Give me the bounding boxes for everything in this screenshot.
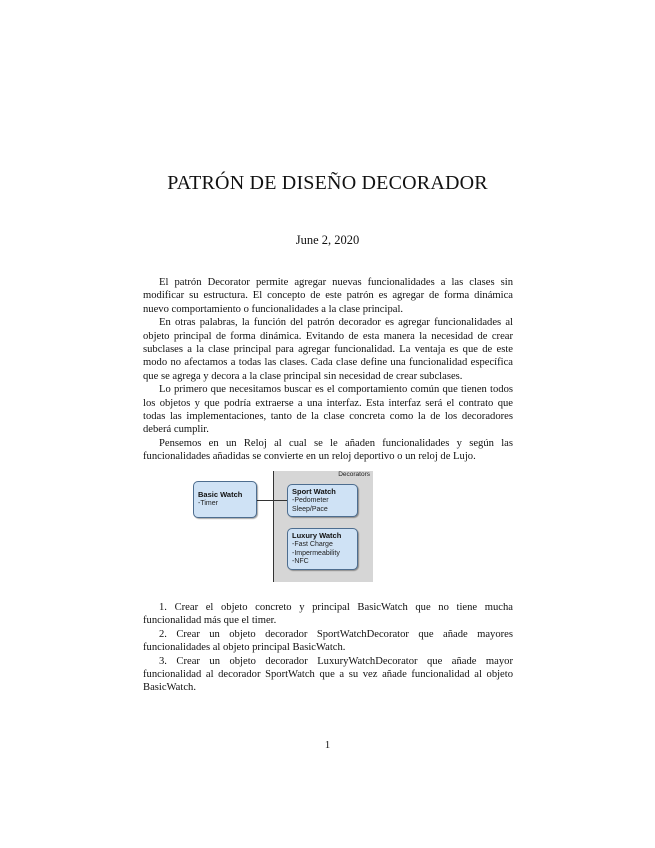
basic-watch-item: -Timer	[198, 500, 218, 507]
sport-watch-title: Sport Watch	[292, 487, 336, 496]
document-title: PATRÓN DE DISEÑO DECORADOR	[167, 172, 488, 194]
luxury-watch-item: -Fast Charge	[292, 541, 333, 548]
sport-watch-item: -Pedometer	[292, 497, 329, 504]
basic-watch-title: Basic Watch	[198, 490, 243, 499]
decorators-label: Decorators	[338, 471, 370, 478]
intro-section	[143, 276, 513, 464]
page-number: 1	[324, 740, 331, 751]
luxury-watch-item: -Impermeability	[292, 549, 340, 557]
sport-watch-item: Sleep/Pace	[292, 505, 328, 513]
step-item: 2. Crear un objeto decorador SportWatchDecorator que añade mayores funcionalidades al objeto principal BasicWatch.	[143, 628, 513, 654]
connector-line	[257, 500, 287, 501]
paragraph: Pensemos en un Reloj al cual se le añaden funcionalidades y según las funcionalidades añadidas se convierte en un reloj deportivo o un reloj de Lujo.	[143, 437, 513, 463]
document-date: June 2, 2020	[295, 233, 360, 247]
step-item: 1. Crear el objeto concreto y principal BasicWatch que no tiene mucha funcionalidad más que el timer.	[143, 602, 513, 627]
step-item: 3. Crear un objeto decorador LuxuryWatchDecorator que añade mayor funcionalidad al decorador SportWatch que a su vez añade funcionalidad al objeto BasicWatch.	[143, 655, 513, 694]
paragraph: Lo primero que necesitamos buscar es el comportamiento común que tienen todos los objetos y que podría extraerse a una interfaz. Esta interfaz será el contrato que todas las implementaciones, tanto de la clase concreta como la de los decoradores deberá cumplir.	[143, 384, 513, 436]
paragraph: El patrón Decorator permite agregar nuevas funcionalidades a las clases sin modificar su estructura. El concepto de este patrón es agregar de forma dinámica nuevo comportamiento o funcionalidades a la clase principal.	[143, 277, 513, 315]
basic-watch-box	[193, 481, 257, 518]
sport-watch-box	[287, 484, 358, 517]
luxury-watch-box	[287, 528, 358, 570]
paragraph: En otras palabras, la función del patrón decorador es agregar funcionalidades al objeto principal de forma dinámica. Evitando de esta manera la necesidad de crear subclases a la clase principal para agregar funcionalidad. La ventaja es que de este modo no afectamos a todas las clases. Cada clase define una funcionalidad específica que se agrega y decora a la clase principal sin necesidad de crear subclases.	[143, 317, 513, 382]
luxury-watch-title: Luxury Watch	[292, 531, 342, 540]
steps-section	[143, 601, 513, 695]
luxury-watch-item: -NFC	[292, 558, 309, 565]
decorator-diagram	[193, 471, 373, 583]
